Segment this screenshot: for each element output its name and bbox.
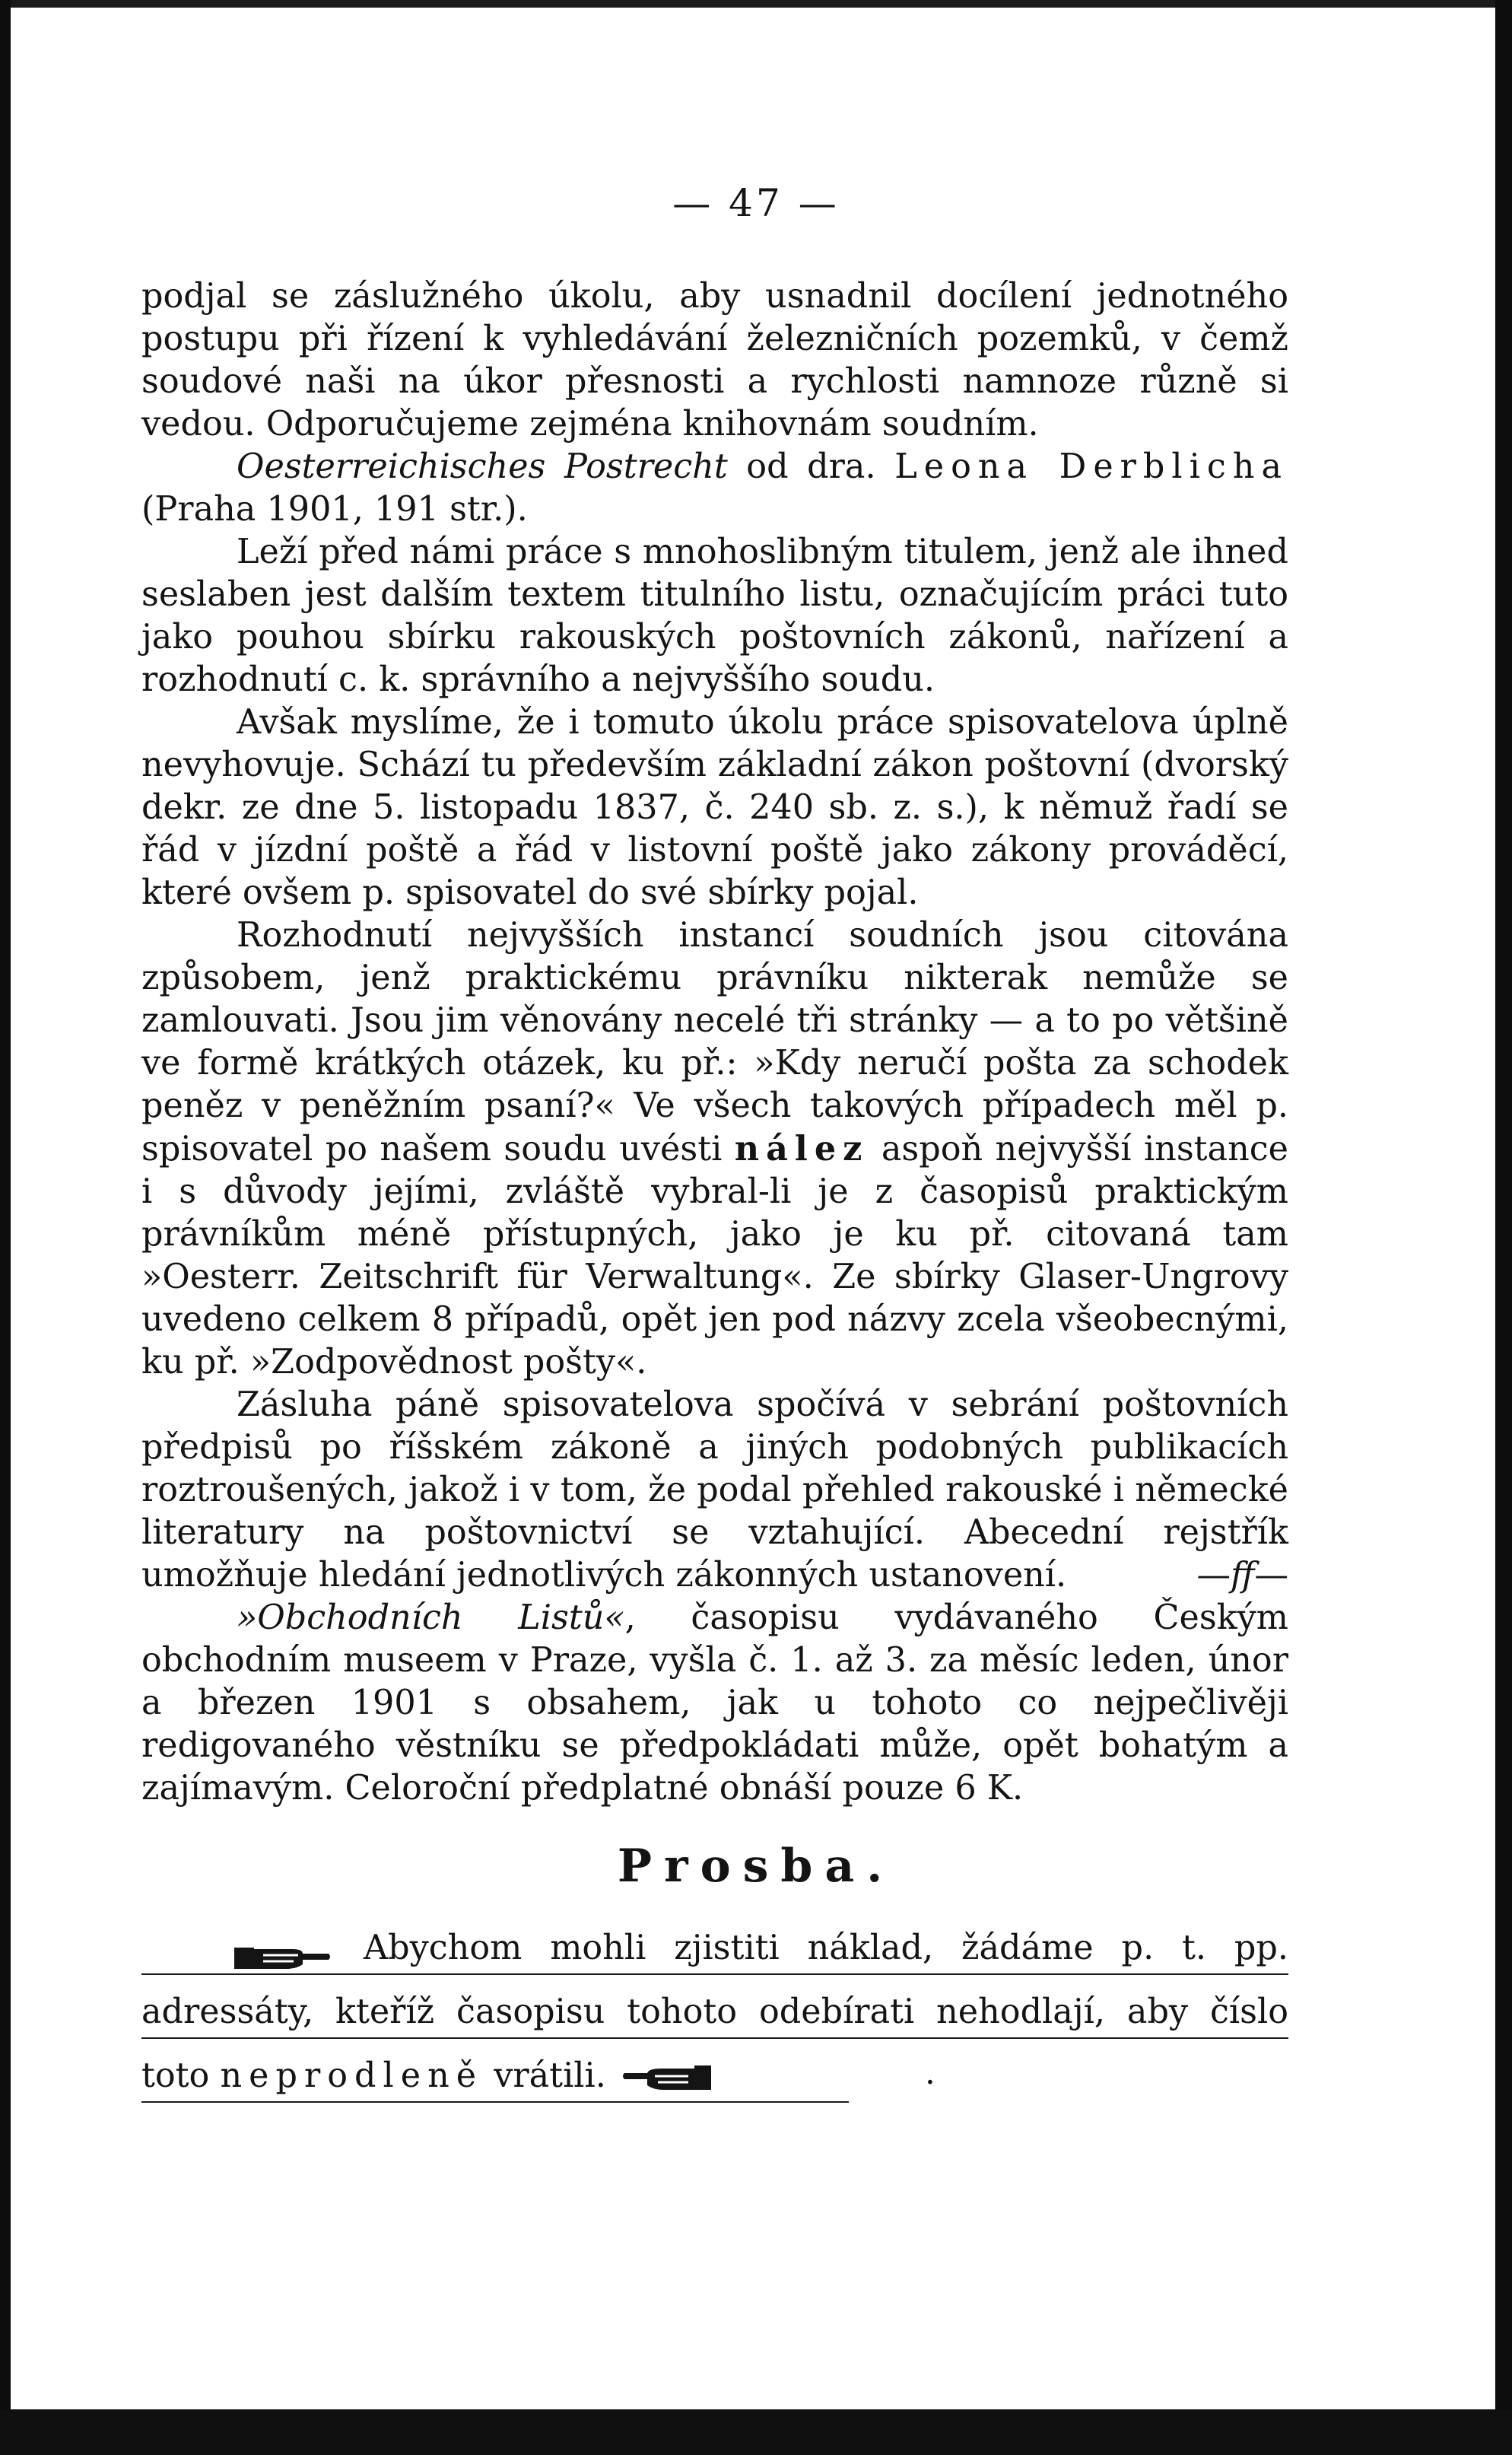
notice-line-3-spaced: neprodleně xyxy=(220,2056,484,2095)
paragraph-6 xyxy=(141,1384,1288,1597)
trailing-dot: · xyxy=(925,2063,935,2102)
pointing-hand-right-icon xyxy=(233,1941,332,1972)
page-number: — 47 — xyxy=(672,181,840,225)
notice-line-2 xyxy=(141,1975,1288,2039)
paragraph-1: podjal se záslužného úkolu, aby usnadnil docílení jednotného postupu při řízení k vyhledávání železničních pozemků, v čemž soudové naši na úkor přesnosti a rychlosti namnoze různě si vedou. Odporučujeme zejména knihovnám soudním. xyxy=(141,277,1288,444)
paragraph-5-part-a: Rozhodnutí nejvyšších instancí soudních jsou citována způsobem, jenž praktickému právníku nikterak nemůže se zamlouvati. Jsou jim věnovány necelé tři stránky — a to po většině ve formě krátkých otázek, ku př.: »Kdy neručí pošta za schodek peněz v peněžním psaní?« Ve všech takových případech měl p. spisovatel po našem soudu uvésti xyxy=(141,916,1288,1169)
paragraph-6-text: Zásluha páně spisovatelova spočívá v sebrání poštovních předpisů po říšském zákoně a jiných podobných publikacích roztroušených, jakož i v tom, že podal přehled rakouské i německé literatury na poštovnictví se vztahující. Abecední rejstřík umožňuje hledání jednotlivých zákonných ustanovení. xyxy=(141,1385,1288,1595)
book-title: Oesterreichisches Postrecht xyxy=(237,447,728,486)
book-details: (Praha 1901, 191 str.). xyxy=(141,490,528,529)
book-by: od dra. xyxy=(727,447,895,486)
scan-border-left xyxy=(0,0,11,2455)
notice-line-3 xyxy=(141,2039,849,2103)
notice-line-3-pre: toto xyxy=(141,2056,221,2095)
notice-line-1-text: Abychom mohli zjistiti náklad, žádáme p. t. pp. xyxy=(364,1929,1288,1967)
notice-line-3-text xyxy=(141,2056,849,2095)
paragraph-4: Avšak myslíme, že i tomuto úkolu práce spisovatelova úplně nevyhovuje. Schází tu především základní zákon poštovní (dvorský dekr. ze dne 5. listopadu 1837, č. 240 sb. z. s.), k němuž řadí se řád v jízdní poště a řád v listovní poště jako zákony prováděcí, které ovšem p. spisovatel do své sbírky pojal. xyxy=(141,703,1288,912)
notice-heading: Prosba. xyxy=(617,1840,895,1893)
scan-border-bottom xyxy=(0,2409,1512,2455)
paragraph-7-text: , časopisu vydávaného Českým obchodním museem v Praze, vyšla č. 1. až 3. za měsíc leden, únor a březen 1901 s obsahem, jak u tohoto co nejpečlivěji redigovaného věstníku se předpokládati může, opět bohatým a zajímavým. Celoroční předplatné obnáší pouze 6 K. xyxy=(141,1598,1288,1808)
notice-line-1 xyxy=(141,1911,1288,1975)
paragraph-5-part-b: aspoň nejvyšší instance i s důvody jejími, zvláště vybral-li je z časopisů praktickým právníkům méně přístupných, jako je ku př. citovaná tam »Oesterr. Zeitschrift für Verwaltung«. Ze sbírky Glaser-Ungrovy uvedeno celkem 8 případů, opět jen pod názvy zcela všeobecnými, ku př. »Zodpovědnost pošty«. xyxy=(141,1130,1289,1382)
paragraph-7 xyxy=(141,1597,1288,1810)
notice-line-3-post: vrátili. xyxy=(483,2056,606,2095)
spaced-word-nalez: nález xyxy=(734,1129,869,1169)
book-author: Leona Derblicha xyxy=(894,447,1288,486)
scan-border-top xyxy=(0,0,1512,8)
article-body xyxy=(141,275,1288,1810)
notice-box xyxy=(141,1911,1288,2103)
scan-border-right xyxy=(1495,0,1512,2455)
journal-title: »Obchodních Listů« xyxy=(237,1598,625,1637)
paragraph-2 xyxy=(141,446,1288,531)
pointing-hand-left-icon xyxy=(621,2061,713,2091)
signature: —ff— xyxy=(1196,1556,1288,1595)
paragraph-5 xyxy=(141,914,1288,1384)
notice-line-2-text: adressáty, kteříž časopisu tohoto odebírati nehodlají, aby číslo xyxy=(141,1992,1288,2031)
paragraph-3: Leží před námi práce s mnohoslibným titulem, jenž ale ihned seslaben jest dalším textem titulního listu, označujícím práci tuto jako pouhou sbírku rakouských poštovních zákonů, nařízení a rozhodnutí c. k. správního a nejvyššího soudu. xyxy=(141,533,1288,699)
